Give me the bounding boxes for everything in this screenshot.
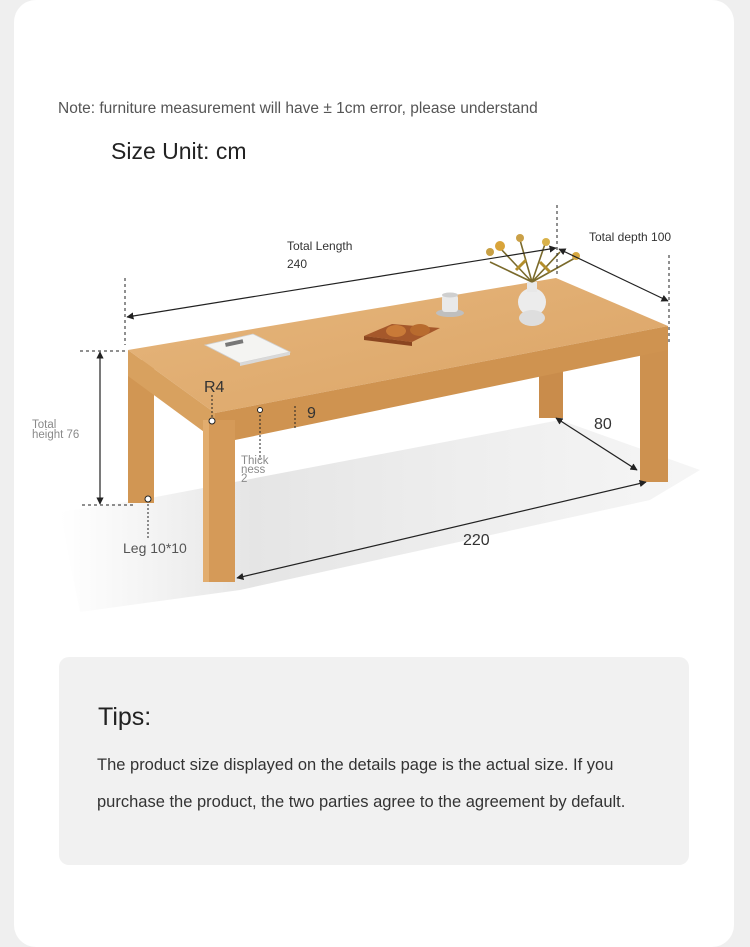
tips-title: Tips: xyxy=(98,703,152,731)
radius-label: R4 xyxy=(204,379,225,396)
table-dimension-illustration xyxy=(0,195,750,625)
apron-height-label: 9 xyxy=(307,405,316,422)
radius-marker xyxy=(209,418,215,424)
thickness-label-line1: Thick xyxy=(241,455,269,467)
back-leg-right xyxy=(539,370,563,418)
total-height-line1: Total xyxy=(32,419,57,431)
tips-text: The product size displayed on the details page is the actual size. If you purchase the product, the two parties agree to the agreement by default. xyxy=(97,756,626,811)
leg-highlight xyxy=(203,420,209,582)
size-unit-heading: Size Unit: cm xyxy=(111,138,247,164)
thickness-marker xyxy=(258,408,263,413)
leg-marker xyxy=(145,496,151,502)
leg-right-front xyxy=(640,336,668,482)
total-length-value: 240 xyxy=(287,257,308,271)
length-label: 220 xyxy=(463,532,490,549)
depth-label: 80 xyxy=(594,416,612,433)
measurement-note: Note: furniture measurement will have ± 1cm error, please understand xyxy=(58,100,538,117)
thickness-label-line2: ness xyxy=(241,464,266,476)
total-length-label: Total Length xyxy=(287,239,353,253)
total-depth-label: Total depth 100 xyxy=(589,230,672,244)
thickness-value: 2 xyxy=(241,473,248,485)
total-height-line2: height 76 xyxy=(32,429,80,441)
leg-label: Leg 10*10 xyxy=(123,540,187,556)
tips-panel xyxy=(59,657,689,865)
